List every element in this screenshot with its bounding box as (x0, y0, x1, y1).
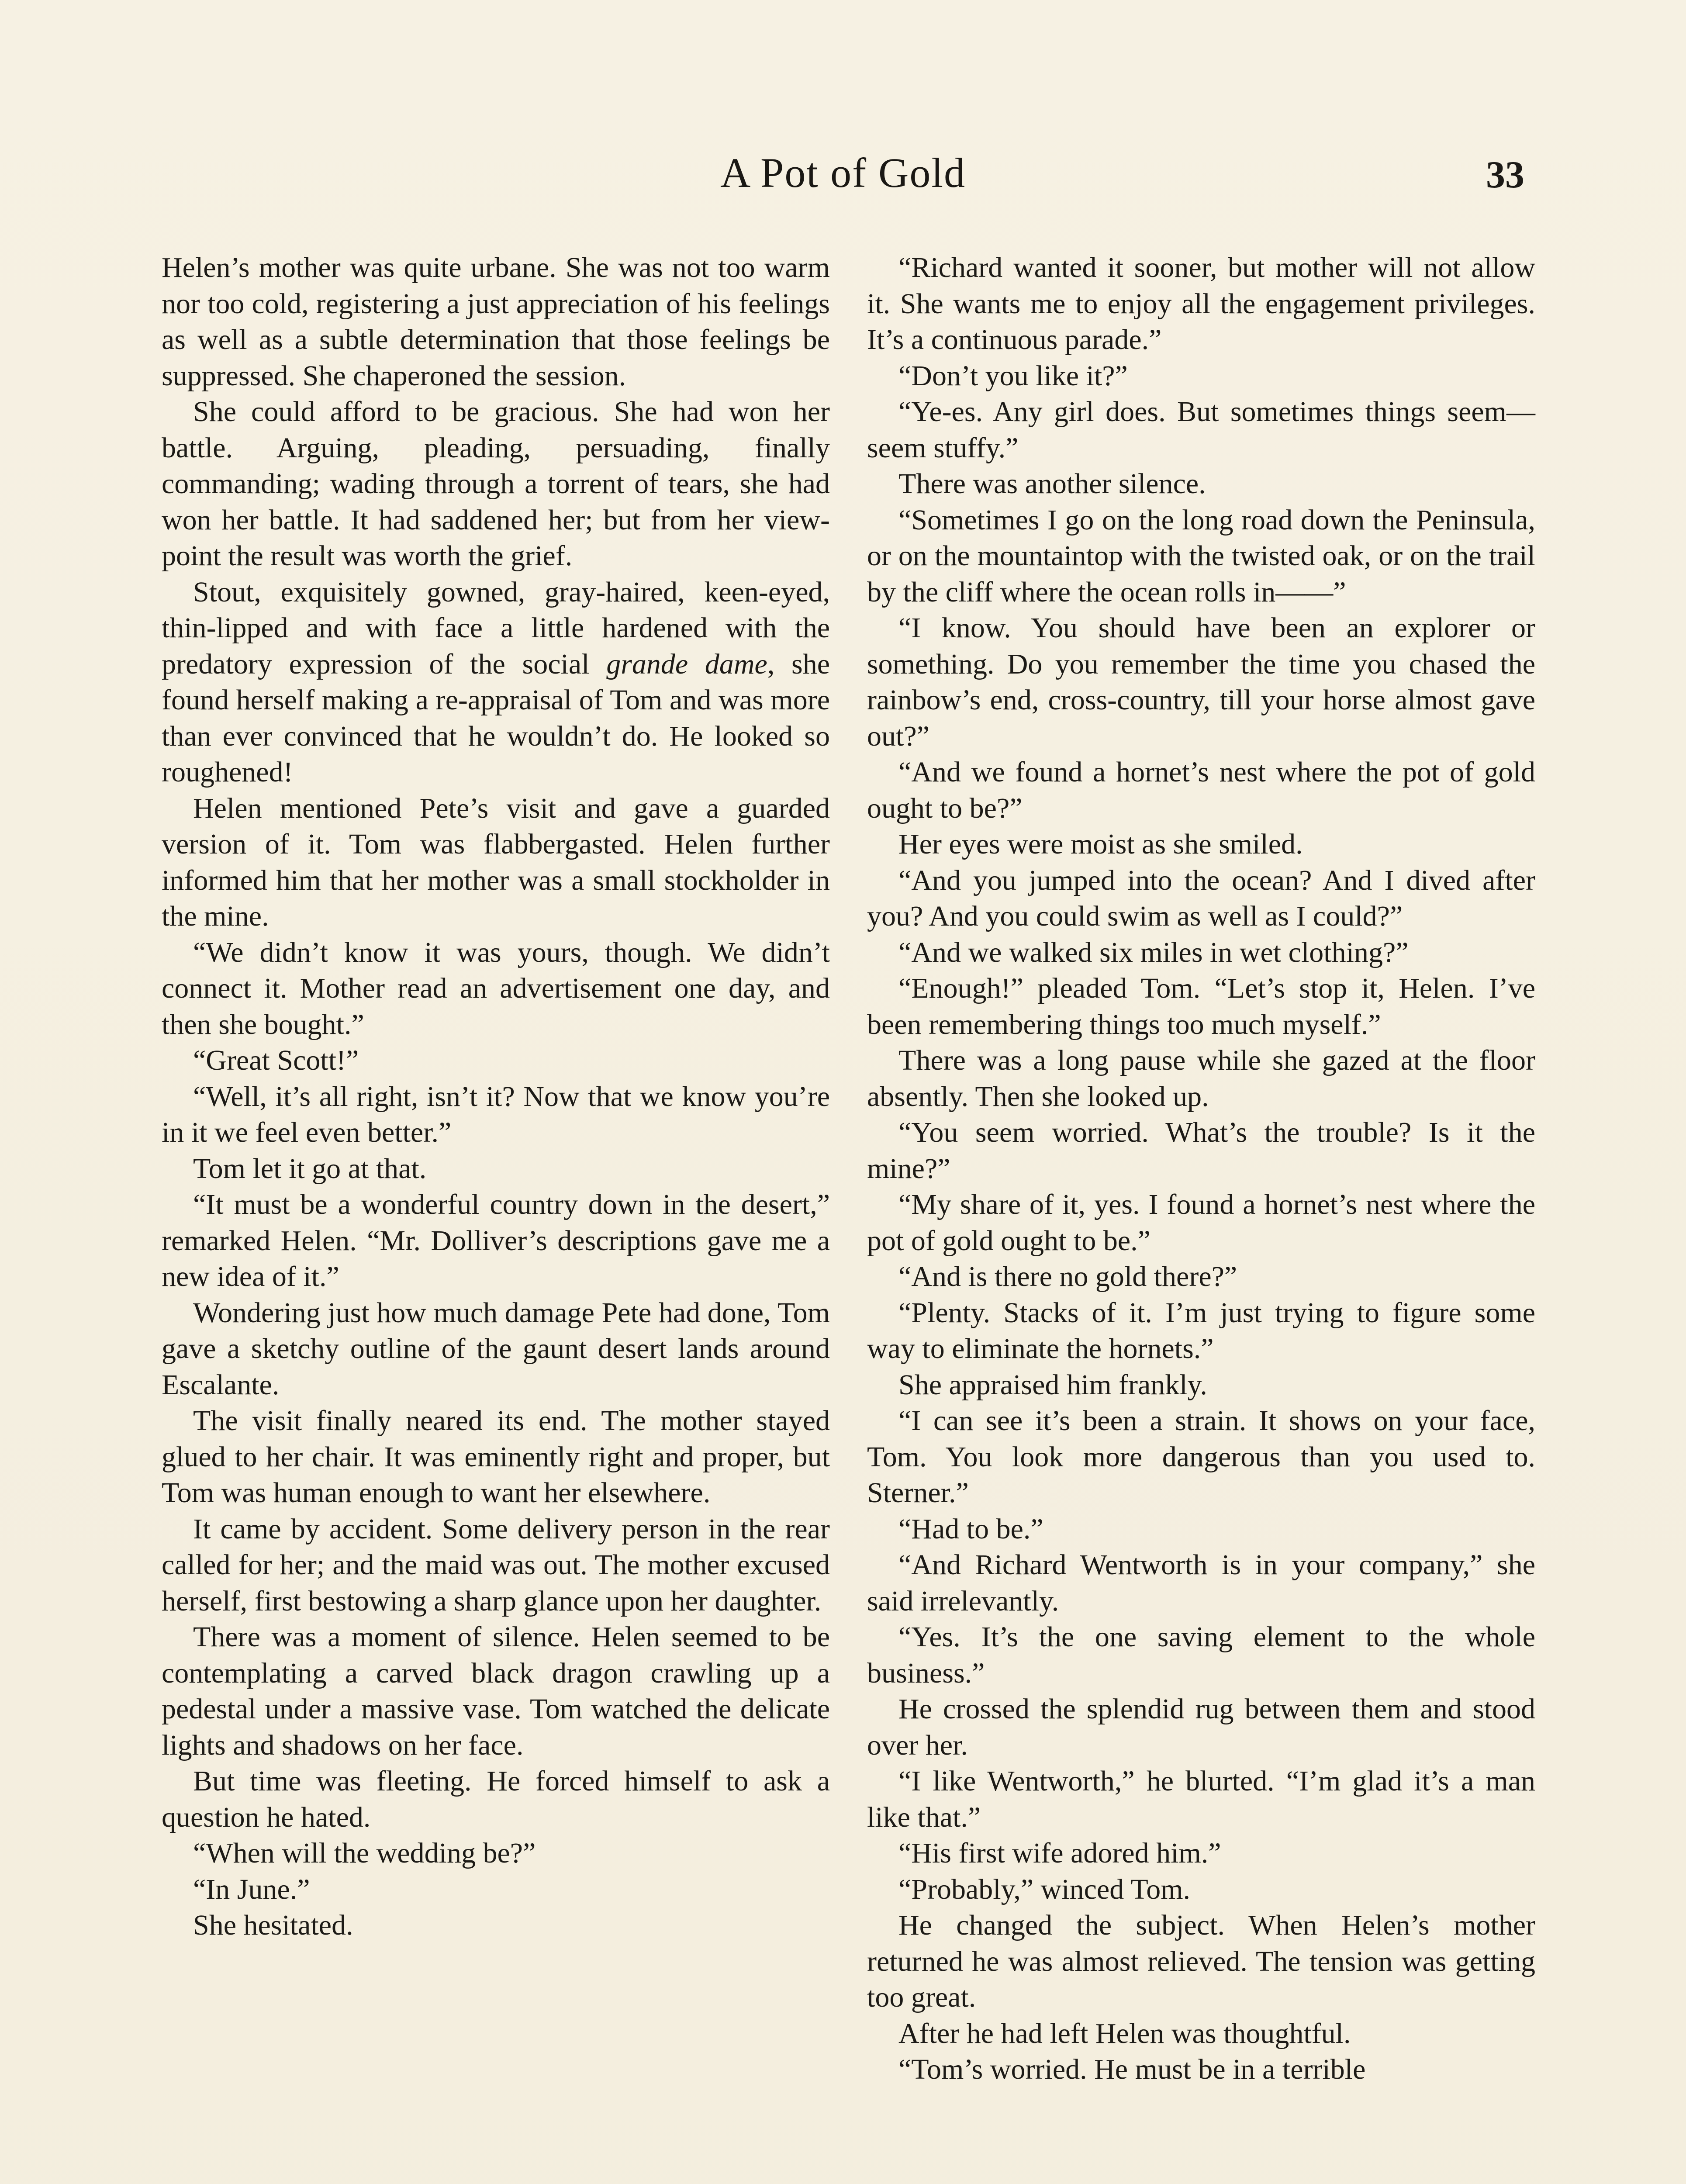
paragraph: Helen’s mother was quite urbane. She was not too warm nor too cold, registering a just appreciation of his feelings as well as a subtle determination that those feelings be suppressed. She chaperoned the session. (162, 252, 830, 392)
paragraph: She could afford to be gracious. She had won her battle. Arguing, pleading, persuading, finally commanding; wading through a torrent of tears, she had won her battle. It had saddened her; but from her view-point the result was worth the grief. (162, 396, 830, 572)
paragraph: “Don’t you like it?” (898, 359, 1128, 392)
paragraph: But time was fleeting. He forced himself to ask a question he hated. (162, 1765, 830, 1833)
paragraph (162, 574, 830, 791)
paragraph: “And we found a hornet’s nest where the pot of gold ought to be?” (867, 756, 1535, 824)
paragraph: There was another silence. (898, 468, 1206, 500)
paragraph: “I like Wentworth,” he blurted. “I’m glad it’s a man like that.” (867, 1765, 1535, 1833)
running-title: A Pot of Gold (720, 149, 966, 196)
page-header (0, 149, 1686, 210)
paragraph: After he had left Helen was thoughtful. (898, 2017, 1351, 2049)
paragraph: Wondering just how much damage Pete had done, Tom gave a sketchy outline of the gaunt desert lands around Escalante. (162, 1296, 830, 1401)
italic-phrase: grande dame (606, 648, 767, 680)
paragraph: “His first wife adored him.” (898, 1837, 1221, 1869)
paragraph: “And we walked six miles in wet clothing?” (898, 936, 1409, 968)
paragraph: Tom let it go at that. (193, 1152, 427, 1185)
paragraph: “And is there no gold there?” (898, 1261, 1237, 1292)
paragraph: Helen mentioned Pete’s visit and gave a guarded version of it. Tom was flabbergasted. Helen further informed him that her mother was a small stockholder in the mine. (162, 792, 830, 932)
paragraph: “When will the wedding be?” (193, 1837, 536, 1869)
paragraph: “It must be a wonderful country down in the desert,” remarked Helen. “Mr. Dolliver’s descriptions gave me a new idea of it.” (162, 1189, 830, 1292)
paragraph: He crossed the splendid rug between them and stood over her. (867, 1693, 1535, 1761)
paragraph: “Great Scott!” (193, 1044, 359, 1076)
paragraph: “I know. You should have been an explorer or something. Do you remember the time you chased the rainbow’s end, cross-country, till your horse almost gave out?” (867, 612, 1535, 752)
paragraph: “Probably,” winced Tom. (898, 1873, 1191, 1905)
paragraph: “Yes. It’s the one saving element to the whole business.” (867, 1621, 1535, 1689)
paragraph: “In June.” (193, 1873, 310, 1905)
paragraph: “You seem worried. What’s the trouble? Is it the mine?” (867, 1116, 1535, 1185)
paragraph: There was a long pause while she gazed at the floor absently. Then she looked up. (867, 1044, 1535, 1113)
paragraph: Her eyes were moist as she smiled. (898, 828, 1303, 860)
paragraph: The visit finally neared its end. The mother stayed glued to her chair. It was eminently right and proper, but Tom was human enough to want her elsewhere. (162, 1405, 830, 1509)
page-number: 33 (1486, 154, 1524, 196)
paragraph: “Tom’s worried. He must be in a terrible (898, 2053, 1366, 2085)
paragraph: “Well, it’s all right, isn’t it? Now that we know you’re in it we feel even better.” (162, 1080, 830, 1148)
paragraph: “Plenty. Stacks of it. I’m just trying to figure some way to eliminate the hornets.” (867, 1296, 1535, 1365)
paragraph: He changed the subject. When Helen’s mother returned he was almost relieved. The tension was getting too great. (867, 1909, 1535, 2013)
paragraph: “Enough!” pleaded Tom. “Let’s stop it, Helen. I’ve been remembering things too much myself.” (867, 972, 1535, 1040)
paragraph-text: , she found herself making a re-appraisal of Tom and was more than ever convinced that he wouldn’t do. He looked so roughened! (162, 648, 830, 788)
right-column (867, 250, 1535, 2088)
paragraph: “We didn’t know it was yours, though. We didn’t connect it. Mother read an advertisement one day, and then she bought.” (162, 936, 830, 1040)
paragraph: She hesitated. (193, 1909, 353, 1941)
paragraph: “Sometimes I go on the long road down the Peninsula, or on the mountaintop with the twisted oak, or on the trail by the cliff where the ocean rolls in——” (867, 504, 1535, 608)
paragraph: “Had to be.” (898, 1513, 1043, 1545)
paragraph: “Richard wanted it sooner, but mother will not allow it. She wants me to enjoy all the engagement privileges. It’s a continuous parade.” (867, 252, 1535, 356)
paragraph: “And you jumped into the ocean? And I dived after you? And you could swim as well as I could?” (867, 864, 1535, 932)
paragraph-text: Stout, exquisitely gowned, gray-haired, keen-eyed, thin-lipped and with face a little hardened with the predatory expression of the social (162, 576, 830, 680)
paragraph: “Ye-es. Any girl does. But sometimes things seem—seem stuffy.” (867, 396, 1535, 464)
left-column (162, 250, 830, 1944)
paragraph: “I can see it’s been a strain. It shows on your face, Tom. You look more dangerous than you used to. Sterner.” (867, 1405, 1535, 1509)
paragraph: “And Richard Wentworth is in your company,” she said irrelevantly. (867, 1549, 1535, 1617)
paragraph: It came by accident. Some delivery person in the rear called for her; and the maid was out. The mother excused herself, first bestowing a sharp glance upon her daughter. (162, 1513, 830, 1617)
paragraph: “My share of it, yes. I found a hornet’s nest where the pot of gold ought to be.” (867, 1189, 1535, 1257)
paragraph: There was a moment of silence. Helen seemed to be contemplating a carved black dragon crawling up a pedestal under a massive vase. Tom watched the delicate lights and shadows on her face. (162, 1621, 830, 1761)
paragraph: She appraised him frankly. (898, 1368, 1207, 1401)
